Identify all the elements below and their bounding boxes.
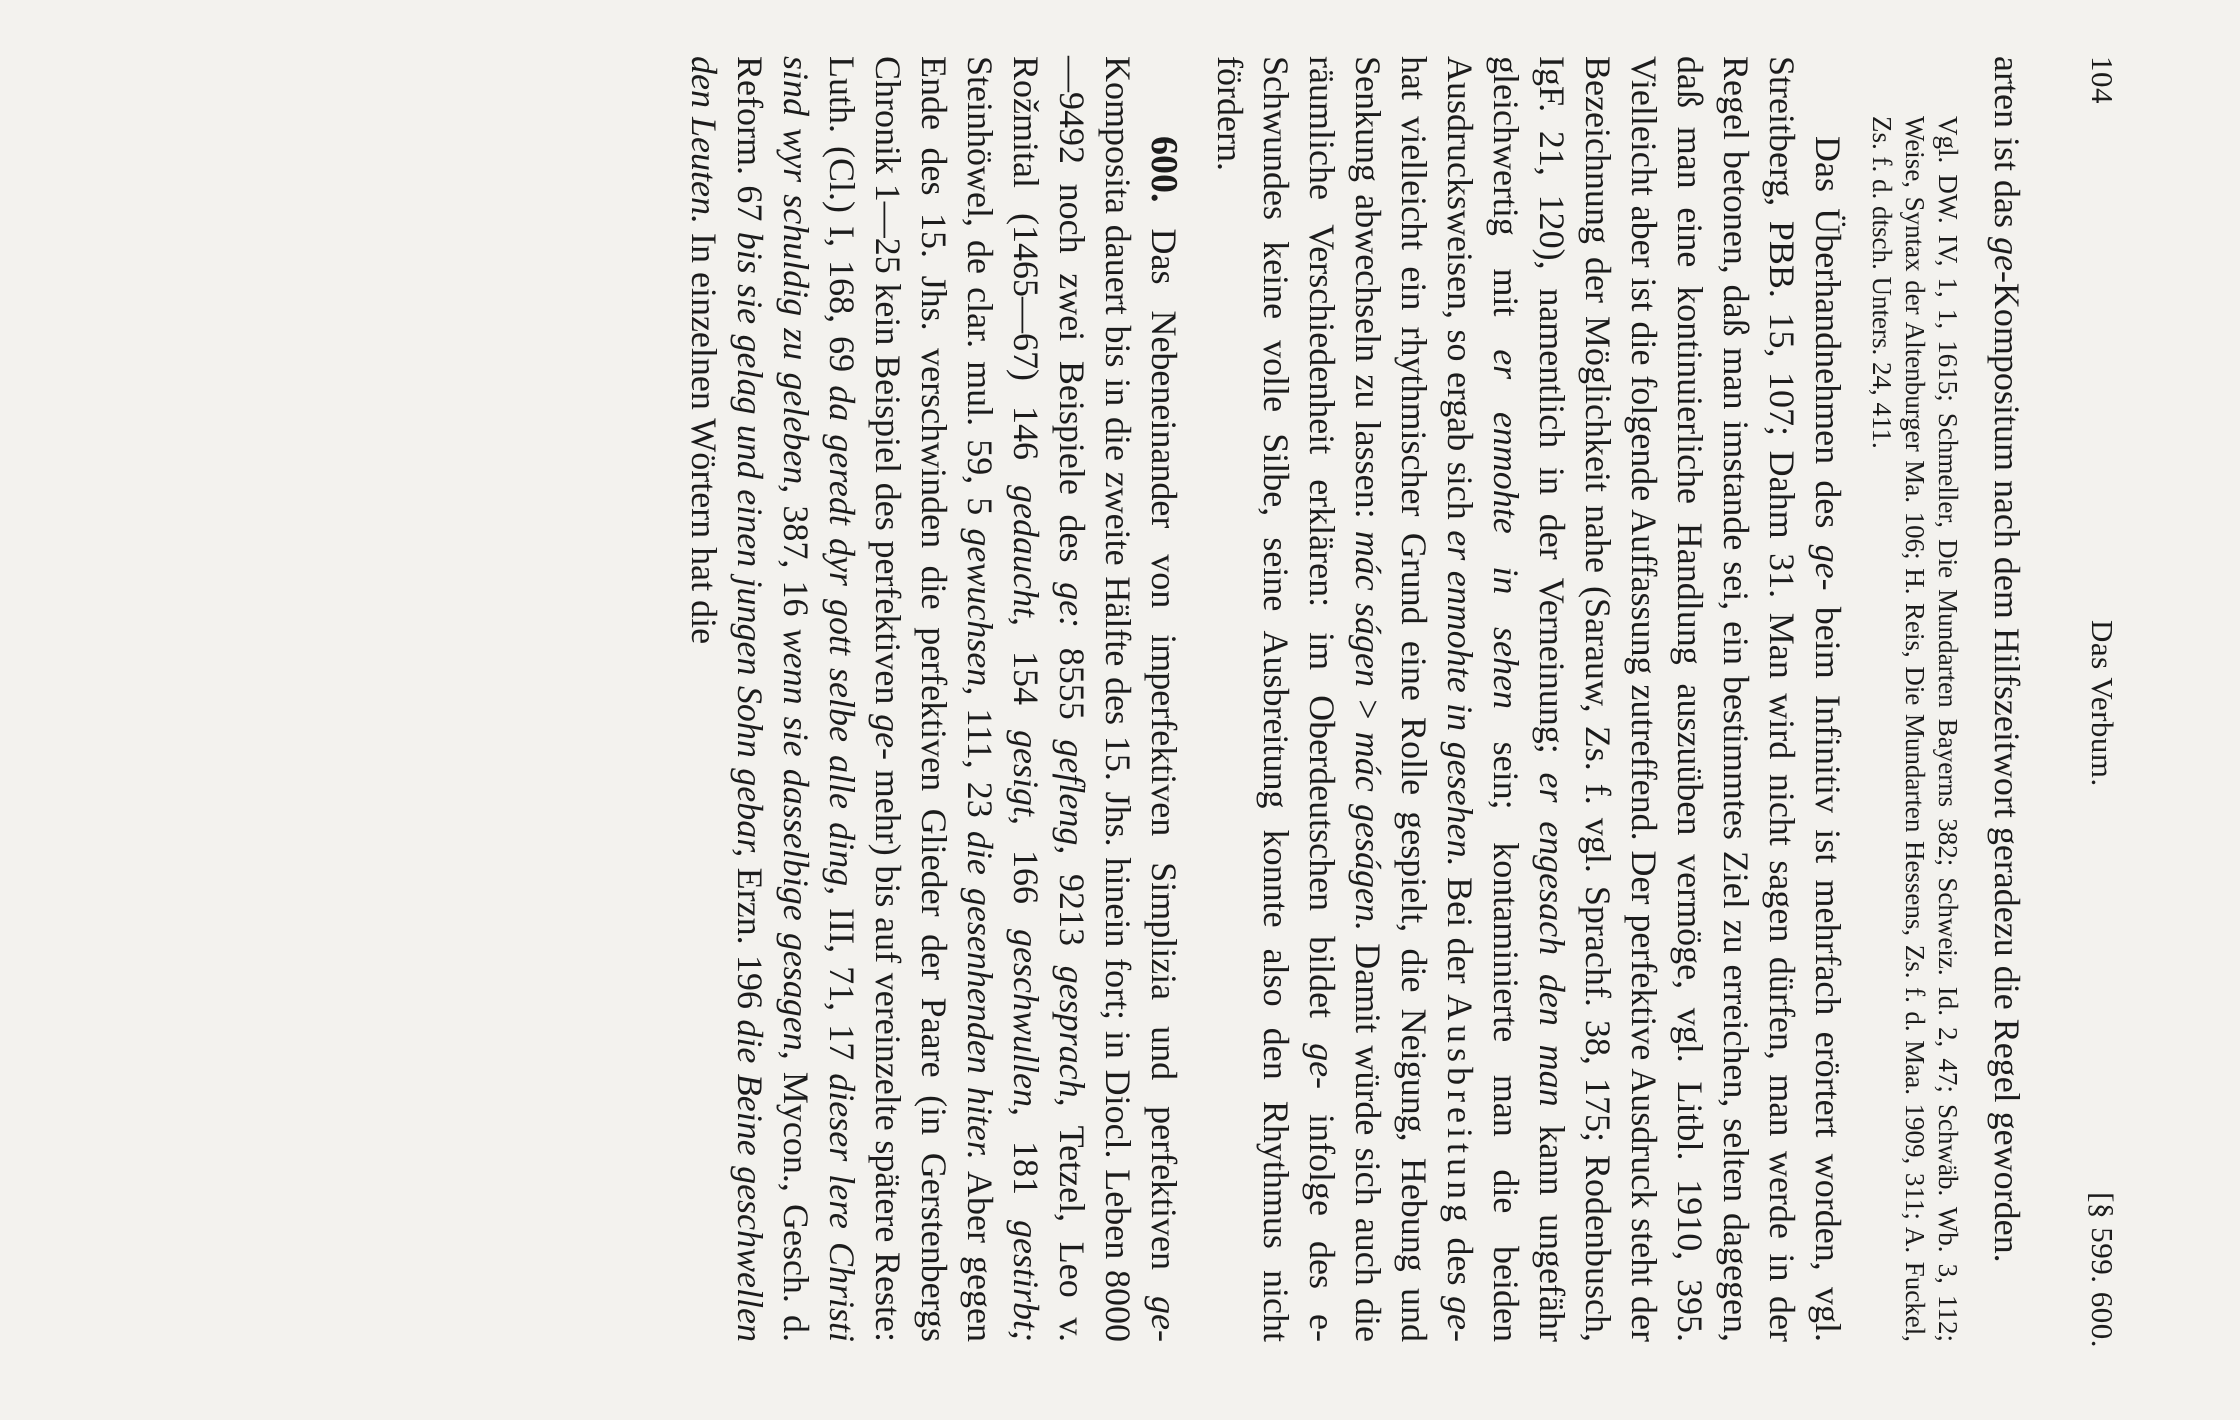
italic-quote: gestirbt; [1006, 1220, 1046, 1343]
italic-quote: da geredt dyr gott selbe alle ding, [822, 385, 862, 896]
text-run: arten ist das [1987, 56, 2027, 237]
italic-term: ge- [868, 714, 908, 761]
spaced-emphasis: Ausbreitung [1440, 994, 1480, 1228]
text-run: -Komposita dauert bis in die zweite Hälfte des 15. Jhs. hinein fort; in Diocl. Leben 8000—9492 noch zwei Beispiele des [1052, 56, 1184, 1342]
italic-term: ge [1987, 236, 2027, 271]
text-run: Bei der [1440, 866, 1480, 995]
paragraph-section-600 [681, 56, 1187, 1342]
italic-quote: geschwullen, [1006, 929, 1046, 1116]
text-run: 181 [1006, 1116, 1046, 1221]
italic-quote: er engesach den man [1532, 772, 1572, 1107]
italic-quote: dieser lere Christi sind wyr schuldig zu geleben, [776, 56, 862, 1342]
text-run: Mycon., Gesch. d. Reform. 67 [730, 56, 816, 1343]
text-run: 387, 16 [776, 493, 816, 629]
italic-quote: die gesenhenden hiter. [960, 830, 1000, 1160]
italic-quote: mác geságen. [1348, 731, 1388, 931]
text-run: Das Nebeneinander von imperfektiven Simplizia und perfektiven [1144, 202, 1184, 1297]
text-run: -Kompositum nach dem Hilfszeitwort geradezu die Regel geworden. [1987, 270, 2027, 1263]
text-run: 154 [1006, 625, 1046, 730]
italic-quote: gedaucht, [1006, 485, 1046, 626]
page-body [681, 56, 2030, 1342]
text-run: 9213 [1052, 854, 1092, 966]
paragraph-infinitive [1207, 56, 1851, 1342]
italic-term: ge: [1052, 582, 1092, 629]
text-run: Aber gegen Ende des 15. Jhs. verschwinden die perfektiven Glieder der Paare (in Gerstenbergs Chronik 1—25 kein Beispiel des perfektiven [868, 56, 1000, 1343]
italic-term: ge [1144, 1296, 1184, 1330]
italic-term: ge- [1440, 1296, 1480, 1342]
italic-quote: gefleng, [1052, 739, 1092, 855]
italic-quote: mác ságen [1348, 530, 1388, 688]
italic-quote: die Beine geschwellen den Leuten. [684, 56, 770, 1343]
text-run: > [1348, 687, 1388, 732]
italic-quote: er enmohte in sehen [1486, 349, 1526, 710]
italic-quote: gesprach, [1052, 965, 1092, 1107]
text-run: 8555 [1052, 628, 1092, 740]
italic-quote: er enmohte in gesehen. [1440, 530, 1480, 867]
section-range: [§ 599. 600. [2085, 1192, 2120, 1348]
text-run: hat vielleicht ein rhythmischer Grund eine Rolle gespielt, die Neigung, Hebung und Senkung abwechseln zu lassen: [1348, 56, 1434, 1342]
text-run: sein; kontaminierte man die beiden Ausdrucksweisen, so ergab sich [1440, 56, 1526, 1343]
text-run: mehr) bis auf vereinzelte spätere Reste: Luth. (Cl.) I, 168, 69 [822, 56, 908, 1342]
text-run: kann ungefähr gleichwertig mit [1486, 56, 1572, 1342]
section-number: 600. [1143, 136, 1185, 203]
text-run: 166 [1006, 825, 1046, 930]
text-run: Das Überhandnehmen des [1808, 136, 1848, 545]
italic-quote: bis sie gelag und einen jungen Sohn gebar, [730, 231, 770, 858]
paragraph-continuation [1984, 56, 2030, 1342]
italic-term: ge- [1302, 1043, 1342, 1090]
italic-quote: wenn sie dasselbige gesagen, [776, 628, 816, 1060]
text-run: Steinhöwel, de clar. mul. 59, 5 [960, 56, 1000, 529]
text-run: Damit würde sich auch die räumliche Verschiedenheit erklären: im Oberdeutschen bildet [1302, 56, 1388, 1342]
text-run: des [1440, 1227, 1480, 1297]
text-run: infolge des e-Schwundes keine volle Silbe, seine Ausbreitung konnte also den Rhythmus nicht fördern. [1210, 56, 1342, 1342]
italic-term: ge- [1808, 544, 1848, 591]
text-run: beim Infinitiv ist mehrfach erörtert worden, vgl. Streitberg, PBB. 15, 107; Dahm 31. Man wird nicht sagen dürfen, man werde in der Regel betonen, daß man imstande sei, ein bestimmtes Ziel zu erreichen, selten dagegen, daß man eine kontinuierliche Handlung auszuüben vermöge, vgl. Litbl. 1910, 395. Vielleicht aber ist die folgende Auffassung zutreffend. Der perfektive Ausdruck steht der Bezeichnung der Möglichkeit nahe (Sarauw, Zs. f. vgl. Sprachf. 38, 175; Rodenbusch, IgF. 21, 120), namentlich in der Verneinung; [1532, 56, 1848, 1342]
text-run: In einzelnen Wörtern hat die [684, 223, 724, 645]
text-run: III, 71, 17 [822, 895, 862, 1074]
text-run: Erzn. 196 [730, 857, 770, 1020]
footnote-references: Vgl. DW. IV, 1, 1, 1615; Schmeller, Die Mundarten Bayerns 382; Schweiz. Id. 2, 47; Schwäb. Wb. 3, 112; Weise, Syntax der Altenburger Ma. 106; H. Reis, Die Mundarten Hessens, Zs. f. d. Maa. 1909, 311; A. Fuckel, Zs. f. d. dtsch. Unters. 24, 411. [1867, 116, 1963, 1342]
chapter-title: Das Verbum. [2085, 620, 2120, 787]
text-run: Tetzel, Leo v. Rožmital (1465—67) 146 [1006, 56, 1092, 1342]
page-number: 104 [2085, 56, 2120, 104]
text-run: 111, 23 [960, 695, 1000, 831]
running-head [2060, 0, 2120, 1420]
italic-quote: gewuchsen, [960, 528, 1000, 696]
italic-quote: gesigt, [1006, 730, 1046, 825]
